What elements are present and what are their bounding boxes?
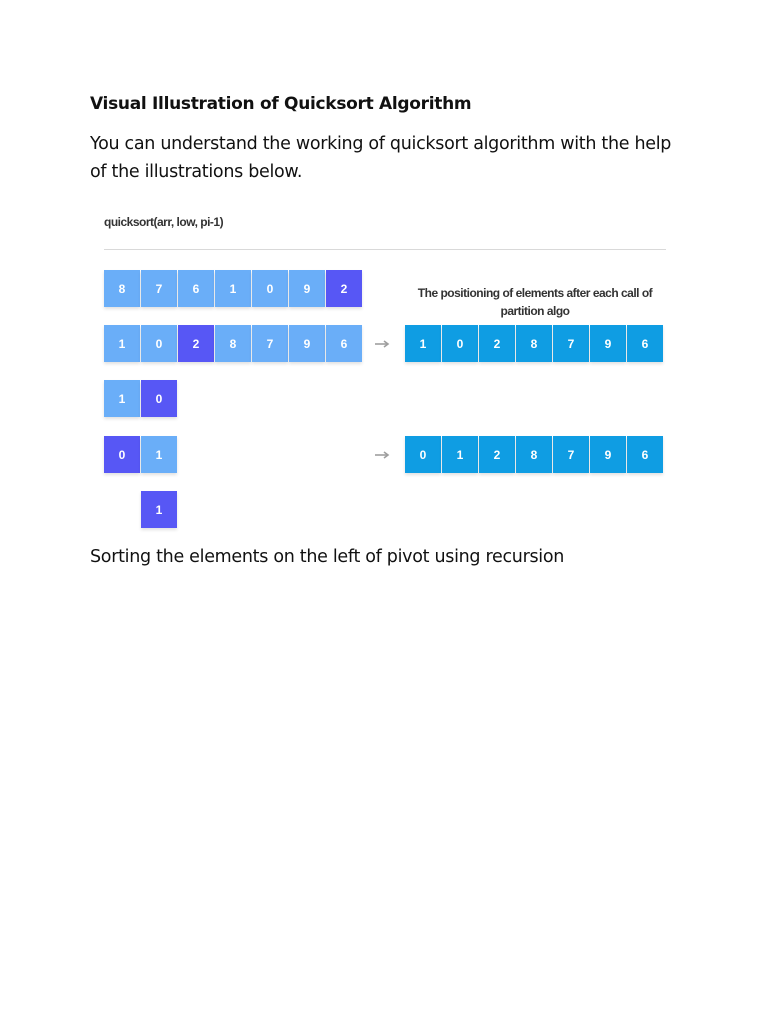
array-cell-pivot: 1: [141, 491, 177, 528]
array-cell: 0: [141, 325, 177, 362]
array-row-after-partition: [104, 325, 363, 362]
array-cell: 9: [590, 436, 626, 473]
array-row-initial: [104, 270, 363, 307]
array-row-left-sub: [104, 380, 178, 417]
array-cell: 0: [442, 325, 478, 362]
array-row-left-sub-partitioned: [104, 436, 178, 473]
array-cell-pivot: 0: [141, 380, 177, 417]
array-cell-pivot: 2: [326, 270, 362, 307]
array-row-single: [141, 491, 178, 528]
array-cell: 8: [516, 436, 552, 473]
arrow-right-icon: [375, 339, 391, 349]
array-cell-pivot: 2: [178, 325, 214, 362]
array-cell: 0: [405, 436, 441, 473]
array-cell: 6: [627, 325, 663, 362]
array-cell: 9: [289, 270, 325, 307]
arrow-right-icon: [375, 450, 391, 460]
array-cell: 2: [479, 325, 515, 362]
array-cell: 8: [215, 325, 251, 362]
array-cell: 1: [405, 325, 441, 362]
quicksort-illustration: [90, 208, 680, 538]
array-cell: 2: [479, 436, 515, 473]
array-cell: 1: [442, 436, 478, 473]
array-cell-pivot: 0: [104, 436, 140, 473]
figure-note: The positioning of elements after each call of partition algo: [417, 286, 653, 318]
array-row-position-1: [405, 325, 664, 362]
figure-title: quicksort(arr, low, pi-1): [104, 215, 224, 229]
intro-paragraph: You can understand the working of quicksort algorithm with the help of the illustrations below.: [90, 134, 672, 182]
figure-caption: Sorting the elements on the left of pivot using recursion: [90, 547, 565, 567]
section-heading: Visual Illustration of Quicksort Algorithm: [90, 94, 472, 114]
array-cell: 1: [104, 380, 140, 417]
array-cell: 6: [627, 436, 663, 473]
array-cell: 9: [289, 325, 325, 362]
array-cell: 7: [553, 325, 589, 362]
array-cell: 6: [326, 325, 362, 362]
array-cell: 1: [104, 325, 140, 362]
array-cell: 7: [553, 436, 589, 473]
array-cell: 8: [104, 270, 140, 307]
array-cell: 0: [252, 270, 288, 307]
array-cell: 8: [516, 325, 552, 362]
array-cell: 6: [178, 270, 214, 307]
array-cell: 7: [252, 325, 288, 362]
array-cell: 7: [141, 270, 177, 307]
figure-divider: [104, 249, 666, 250]
array-cell: 9: [590, 325, 626, 362]
array-cell: 1: [141, 436, 177, 473]
array-cell: 1: [215, 270, 251, 307]
array-row-position-2: [405, 436, 664, 473]
